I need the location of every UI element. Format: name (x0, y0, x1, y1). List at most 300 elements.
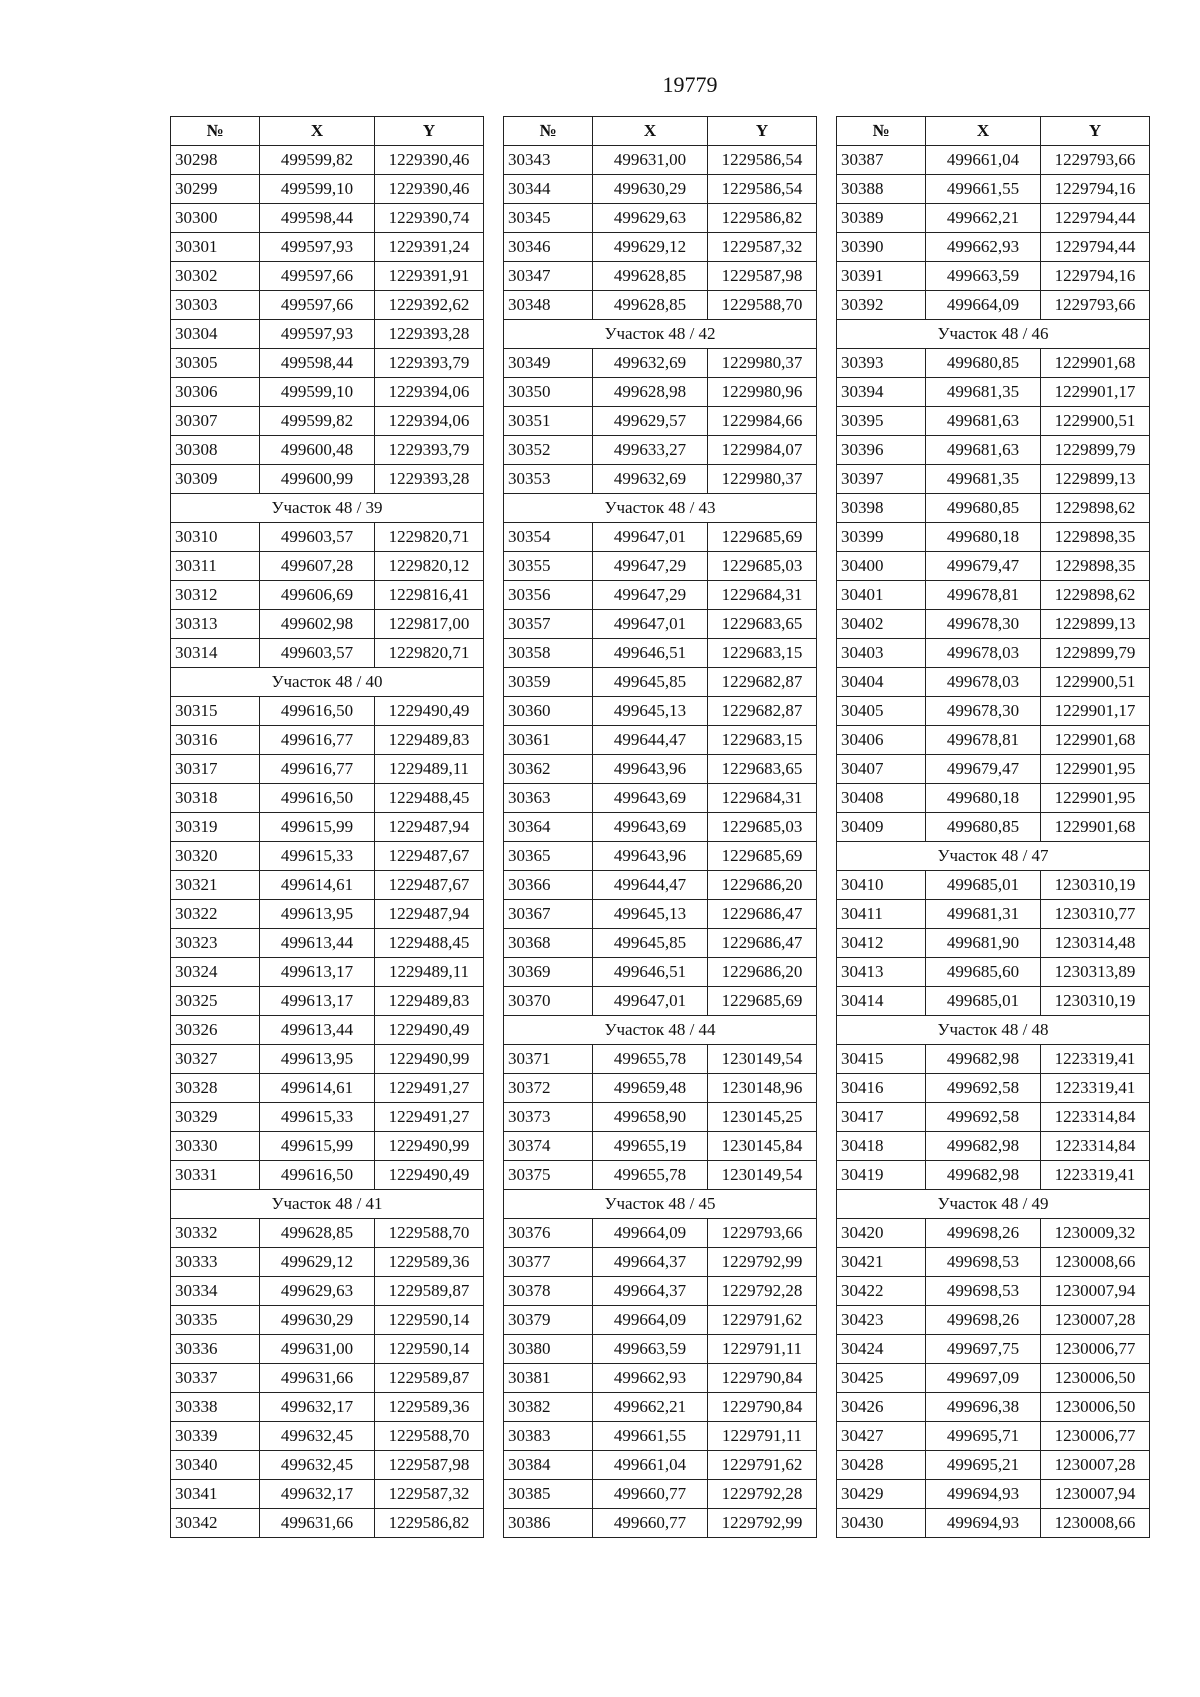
table-row (171, 958, 484, 987)
y-coordinate-cell: 1229791,62 (708, 1451, 817, 1480)
x-coordinate-cell: 499647,01 (593, 610, 708, 639)
table-row (837, 813, 1150, 842)
y-coordinate-cell: 1229490,49 (375, 1161, 484, 1190)
point-number-cell: 30327 (171, 1045, 260, 1074)
y-coordinate-cell: 1230310,19 (1041, 871, 1150, 900)
point-number-cell: 30356 (504, 581, 593, 610)
table-row (837, 929, 1150, 958)
x-coordinate-cell: 499632,45 (260, 1451, 375, 1480)
table-row (837, 378, 1150, 407)
point-number-cell: 30400 (837, 552, 926, 581)
x-coordinate-cell: 499616,77 (260, 755, 375, 784)
point-number-cell: 30365 (504, 842, 593, 871)
point-number-cell: 30340 (171, 1451, 260, 1480)
table-row (837, 581, 1150, 610)
x-coordinate-cell: 499613,17 (260, 987, 375, 1016)
section-row (837, 1190, 1150, 1219)
section-row (171, 494, 484, 523)
point-number-cell: 30415 (837, 1045, 926, 1074)
section-title: Участок 48 / 45 (504, 1190, 817, 1219)
table-row (171, 1509, 484, 1538)
point-number-cell: 30333 (171, 1248, 260, 1277)
point-number-cell: 30418 (837, 1132, 926, 1161)
x-coordinate-cell: 499598,44 (260, 349, 375, 378)
x-coordinate-cell: 499613,44 (260, 1016, 375, 1045)
y-coordinate-cell: 1229393,79 (375, 436, 484, 465)
table-row (171, 349, 484, 378)
table-row (837, 233, 1150, 262)
point-number-cell: 30323 (171, 929, 260, 958)
y-coordinate-cell: 1229898,62 (1041, 494, 1150, 523)
section-title: Участок 48 / 39 (171, 494, 484, 523)
x-coordinate-cell: 499616,50 (260, 784, 375, 813)
y-coordinate-cell: 1229490,49 (375, 1016, 484, 1045)
y-coordinate-cell: 1229791,11 (708, 1335, 817, 1364)
table-row (504, 407, 817, 436)
y-coordinate-cell: 1229899,79 (1041, 436, 1150, 465)
y-coordinate-cell: 1229586,54 (708, 175, 817, 204)
y-coordinate-cell: 1229791,11 (708, 1422, 817, 1451)
point-number-cell: 30417 (837, 1103, 926, 1132)
y-coordinate-cell: 1229686,20 (708, 871, 817, 900)
table-row (837, 1045, 1150, 1074)
x-coordinate-cell: 499644,47 (593, 871, 708, 900)
x-coordinate-cell: 499655,78 (593, 1161, 708, 1190)
x-coordinate-cell: 499613,95 (260, 900, 375, 929)
x-coordinate-cell: 499658,90 (593, 1103, 708, 1132)
y-coordinate-cell: 1229391,91 (375, 262, 484, 291)
x-coordinate-cell: 499662,93 (593, 1364, 708, 1393)
y-coordinate-cell: 1230310,19 (1041, 987, 1150, 1016)
point-number-cell: 30420 (837, 1219, 926, 1248)
y-coordinate-cell: 1229487,94 (375, 813, 484, 842)
x-coordinate-cell: 499681,35 (926, 378, 1041, 407)
point-number-cell: 30378 (504, 1277, 593, 1306)
table-row (504, 378, 817, 407)
point-number-cell: 30311 (171, 552, 260, 581)
y-coordinate-cell: 1229793,66 (708, 1219, 817, 1248)
table-row (171, 726, 484, 755)
point-number-cell: 30409 (837, 813, 926, 842)
x-coordinate-cell: 499682,98 (926, 1161, 1041, 1190)
point-number-cell: 30305 (171, 349, 260, 378)
y-coordinate-cell: 1230007,28 (1041, 1451, 1150, 1480)
y-coordinate-cell: 1230008,66 (1041, 1509, 1150, 1538)
table-row (504, 262, 817, 291)
y-coordinate-cell: 1230006,50 (1041, 1364, 1150, 1393)
point-number-cell: 30406 (837, 726, 926, 755)
y-coordinate-cell: 1229590,14 (375, 1335, 484, 1364)
table-row (504, 1248, 817, 1277)
x-coordinate-cell: 499631,00 (260, 1335, 375, 1364)
y-coordinate-cell: 1229394,06 (375, 407, 484, 436)
point-number-cell: 30427 (837, 1422, 926, 1451)
y-coordinate-cell: 1223314,84 (1041, 1132, 1150, 1161)
y-coordinate-cell: 1229901,68 (1041, 813, 1150, 842)
y-coordinate-cell: 1229589,36 (375, 1393, 484, 1422)
point-number-cell: 30368 (504, 929, 593, 958)
x-coordinate-cell: 499661,55 (593, 1422, 708, 1451)
table-row (837, 1306, 1150, 1335)
point-number-cell: 30428 (837, 1451, 926, 1480)
point-number-cell: 30370 (504, 987, 593, 1016)
table-row (837, 1277, 1150, 1306)
x-coordinate-cell: 499681,63 (926, 407, 1041, 436)
table-row (837, 523, 1150, 552)
y-coordinate-cell: 1229901,68 (1041, 726, 1150, 755)
y-coordinate-cell: 1229901,68 (1041, 349, 1150, 378)
coordinate-table-3 (836, 116, 1150, 1538)
y-coordinate-cell: 1229980,96 (708, 378, 817, 407)
y-coordinate-cell: 1229589,87 (375, 1364, 484, 1393)
point-number-cell: 30344 (504, 175, 593, 204)
y-coordinate-cell: 1230145,84 (708, 1132, 817, 1161)
x-coordinate-cell: 499661,04 (593, 1451, 708, 1480)
point-number-cell: 30396 (837, 436, 926, 465)
point-number-cell: 30350 (504, 378, 593, 407)
y-coordinate-cell: 1229588,70 (375, 1422, 484, 1451)
x-coordinate-cell: 499630,29 (260, 1306, 375, 1335)
y-coordinate-cell: 1230313,89 (1041, 958, 1150, 987)
point-number-cell: 30388 (837, 175, 926, 204)
point-number-cell: 30303 (171, 291, 260, 320)
x-coordinate-cell: 499664,09 (926, 291, 1041, 320)
section-title: Участок 48 / 46 (837, 320, 1150, 349)
point-number-cell: 30307 (171, 407, 260, 436)
y-coordinate-cell: 1229487,94 (375, 900, 484, 929)
point-number-cell: 30398 (837, 494, 926, 523)
x-coordinate-cell: 499631,00 (593, 146, 708, 175)
point-number-cell: 30299 (171, 175, 260, 204)
table-row (504, 697, 817, 726)
point-number-cell: 30320 (171, 842, 260, 871)
x-coordinate-cell: 499661,55 (926, 175, 1041, 204)
x-coordinate-cell: 499680,85 (926, 813, 1041, 842)
table-row (837, 407, 1150, 436)
point-number-cell: 30430 (837, 1509, 926, 1538)
x-coordinate-cell: 499631,66 (260, 1509, 375, 1538)
x-coordinate-cell: 499629,57 (593, 407, 708, 436)
y-coordinate-cell: 1223319,41 (1041, 1074, 1150, 1103)
y-coordinate-cell: 1229685,69 (708, 523, 817, 552)
x-coordinate-cell: 499646,51 (593, 639, 708, 668)
y-coordinate-cell: 1229393,28 (375, 465, 484, 494)
point-number-cell: 30366 (504, 871, 593, 900)
x-coordinate-cell: 499681,35 (926, 465, 1041, 494)
y-coordinate-cell: 1229589,87 (375, 1277, 484, 1306)
point-number-cell: 30337 (171, 1364, 260, 1393)
point-number-cell: 30317 (171, 755, 260, 784)
y-coordinate-cell: 1229980,37 (708, 465, 817, 494)
point-number-cell: 30362 (504, 755, 593, 784)
y-coordinate-cell: 1229487,67 (375, 871, 484, 900)
x-coordinate-cell: 499597,93 (260, 233, 375, 262)
x-coordinate-cell: 499680,18 (926, 784, 1041, 813)
point-number-cell: 30301 (171, 233, 260, 262)
table-row (171, 1393, 484, 1422)
section-title: Участок 48 / 48 (837, 1016, 1150, 1045)
point-number-cell: 30322 (171, 900, 260, 929)
y-coordinate-cell: 1229820,71 (375, 523, 484, 552)
table-header-row (504, 117, 817, 146)
point-number-cell: 30376 (504, 1219, 593, 1248)
y-coordinate-cell: 1229490,99 (375, 1132, 484, 1161)
x-coordinate-cell: 499660,77 (593, 1480, 708, 1509)
y-coordinate-cell: 1229684,31 (708, 581, 817, 610)
x-coordinate-cell: 499645,13 (593, 900, 708, 929)
x-coordinate-cell: 499647,01 (593, 987, 708, 1016)
table-row (171, 1045, 484, 1074)
point-number-cell: 30312 (171, 581, 260, 610)
column-header-y: Y (375, 117, 484, 146)
x-coordinate-cell: 499597,66 (260, 291, 375, 320)
table-row (837, 900, 1150, 929)
table-row (837, 1103, 1150, 1132)
point-number-cell: 30321 (171, 871, 260, 900)
y-coordinate-cell: 1229901,17 (1041, 378, 1150, 407)
x-coordinate-cell: 499682,98 (926, 1045, 1041, 1074)
point-number-cell: 30331 (171, 1161, 260, 1190)
section-title: Участок 48 / 40 (171, 668, 484, 697)
point-number-cell: 30319 (171, 813, 260, 842)
y-coordinate-cell: 1230009,32 (1041, 1219, 1150, 1248)
column-header-x: X (926, 117, 1041, 146)
table-row (504, 668, 817, 697)
table-row (504, 146, 817, 175)
table-row (171, 407, 484, 436)
table-row (837, 262, 1150, 291)
y-coordinate-cell: 1229685,69 (708, 842, 817, 871)
point-number-cell: 30302 (171, 262, 260, 291)
table-row (171, 1161, 484, 1190)
column-header-number: № (171, 117, 260, 146)
point-number-cell: 30345 (504, 204, 593, 233)
point-number-cell: 30414 (837, 987, 926, 1016)
table-row (171, 755, 484, 784)
y-coordinate-cell: 1229792,28 (708, 1480, 817, 1509)
x-coordinate-cell: 499660,77 (593, 1509, 708, 1538)
table-row (504, 1480, 817, 1509)
table-row (504, 1306, 817, 1335)
point-number-cell: 30383 (504, 1422, 593, 1451)
point-number-cell: 30343 (504, 146, 593, 175)
section-title: Участок 48 / 49 (837, 1190, 1150, 1219)
x-coordinate-cell: 499664,37 (593, 1248, 708, 1277)
x-coordinate-cell: 499697,75 (926, 1335, 1041, 1364)
table-row (504, 1132, 817, 1161)
x-coordinate-cell: 499697,09 (926, 1364, 1041, 1393)
y-coordinate-cell: 1223319,41 (1041, 1161, 1150, 1190)
point-number-cell: 30351 (504, 407, 593, 436)
y-coordinate-cell: 1229394,06 (375, 378, 484, 407)
section-title: Участок 48 / 44 (504, 1016, 817, 1045)
point-number-cell: 30341 (171, 1480, 260, 1509)
x-coordinate-cell: 499613,44 (260, 929, 375, 958)
point-number-cell: 30338 (171, 1393, 260, 1422)
x-coordinate-cell: 499645,13 (593, 697, 708, 726)
point-number-cell: 30408 (837, 784, 926, 813)
point-number-cell: 30386 (504, 1509, 593, 1538)
y-coordinate-cell: 1230007,94 (1041, 1277, 1150, 1306)
point-number-cell: 30326 (171, 1016, 260, 1045)
point-number-cell: 30397 (837, 465, 926, 494)
table-row (837, 1161, 1150, 1190)
table-row (171, 1422, 484, 1451)
y-coordinate-cell: 1229590,14 (375, 1306, 484, 1335)
y-coordinate-cell: 1229390,46 (375, 175, 484, 204)
point-number-cell: 30401 (837, 581, 926, 610)
point-number-cell: 30329 (171, 1103, 260, 1132)
point-number-cell: 30387 (837, 146, 926, 175)
x-coordinate-cell: 499600,48 (260, 436, 375, 465)
section-row (837, 320, 1150, 349)
section-row (504, 1190, 817, 1219)
point-number-cell: 30336 (171, 1335, 260, 1364)
table-row (171, 436, 484, 465)
table-row (171, 639, 484, 668)
y-coordinate-cell: 1229587,98 (708, 262, 817, 291)
point-number-cell: 30374 (504, 1132, 593, 1161)
x-coordinate-cell: 499643,96 (593, 842, 708, 871)
x-coordinate-cell: 499645,85 (593, 668, 708, 697)
x-coordinate-cell: 499607,28 (260, 552, 375, 581)
x-coordinate-cell: 499616,77 (260, 726, 375, 755)
y-coordinate-cell: 1229817,00 (375, 610, 484, 639)
table-row (837, 1074, 1150, 1103)
x-coordinate-cell: 499603,57 (260, 639, 375, 668)
x-coordinate-cell: 499698,53 (926, 1248, 1041, 1277)
point-number-cell: 30390 (837, 233, 926, 262)
x-coordinate-cell: 499598,44 (260, 204, 375, 233)
table-row (504, 1364, 817, 1393)
x-coordinate-cell: 499632,69 (593, 465, 708, 494)
y-coordinate-cell: 1223314,84 (1041, 1103, 1150, 1132)
column-header-number: № (837, 117, 926, 146)
y-coordinate-cell: 1229792,99 (708, 1248, 817, 1277)
table-row (171, 465, 484, 494)
table-row (837, 668, 1150, 697)
y-coordinate-cell: 1229790,84 (708, 1393, 817, 1422)
table-row (171, 1364, 484, 1393)
x-coordinate-cell: 499659,48 (593, 1074, 708, 1103)
table-row (504, 204, 817, 233)
point-number-cell: 30325 (171, 987, 260, 1016)
y-coordinate-cell: 1230006,50 (1041, 1393, 1150, 1422)
table-row (504, 552, 817, 581)
x-coordinate-cell: 499664,09 (593, 1219, 708, 1248)
coordinate-table-1 (170, 116, 484, 1538)
y-coordinate-cell: 1230148,96 (708, 1074, 817, 1103)
x-coordinate-cell: 499662,21 (593, 1393, 708, 1422)
y-coordinate-cell: 1229489,83 (375, 987, 484, 1016)
table-row (504, 175, 817, 204)
y-coordinate-cell: 1229686,47 (708, 900, 817, 929)
point-number-cell: 30306 (171, 378, 260, 407)
y-coordinate-cell: 1229587,98 (375, 1451, 484, 1480)
y-coordinate-cell: 1229900,51 (1041, 407, 1150, 436)
x-coordinate-cell: 499643,69 (593, 784, 708, 813)
y-coordinate-cell: 1229391,24 (375, 233, 484, 262)
point-number-cell: 30352 (504, 436, 593, 465)
point-number-cell: 30405 (837, 697, 926, 726)
y-coordinate-cell: 1229682,87 (708, 668, 817, 697)
y-coordinate-cell: 1229901,95 (1041, 755, 1150, 784)
y-coordinate-cell: 1230149,54 (708, 1045, 817, 1074)
x-coordinate-cell: 499632,69 (593, 349, 708, 378)
table-row (837, 1364, 1150, 1393)
point-number-cell: 30416 (837, 1074, 926, 1103)
table-row (171, 813, 484, 842)
section-title: Участок 48 / 43 (504, 494, 817, 523)
table-row (837, 1219, 1150, 1248)
x-coordinate-cell: 499698,53 (926, 1277, 1041, 1306)
point-number-cell: 30316 (171, 726, 260, 755)
table-row (171, 697, 484, 726)
y-coordinate-cell: 1229491,27 (375, 1074, 484, 1103)
point-number-cell: 30421 (837, 1248, 926, 1277)
y-coordinate-cell: 1229490,99 (375, 1045, 484, 1074)
point-number-cell: 30324 (171, 958, 260, 987)
x-coordinate-cell: 499663,59 (593, 1335, 708, 1364)
y-coordinate-cell: 1229794,44 (1041, 204, 1150, 233)
table-row (504, 436, 817, 465)
x-coordinate-cell: 499695,71 (926, 1422, 1041, 1451)
y-coordinate-cell: 1229491,27 (375, 1103, 484, 1132)
point-number-cell: 30382 (504, 1393, 593, 1422)
x-coordinate-cell: 499603,57 (260, 523, 375, 552)
section-row (504, 320, 817, 349)
x-coordinate-cell: 499646,51 (593, 958, 708, 987)
table-row (171, 378, 484, 407)
table-row (837, 1335, 1150, 1364)
x-coordinate-cell: 499606,69 (260, 581, 375, 610)
table-row (171, 233, 484, 262)
x-coordinate-cell: 499613,17 (260, 958, 375, 987)
table-row (504, 1422, 817, 1451)
x-coordinate-cell: 499615,99 (260, 1132, 375, 1161)
table-row (171, 1132, 484, 1161)
point-number-cell: 30330 (171, 1132, 260, 1161)
x-coordinate-cell: 499685,60 (926, 958, 1041, 987)
y-coordinate-cell: 1229820,12 (375, 552, 484, 581)
table-row (171, 204, 484, 233)
x-coordinate-cell: 499632,17 (260, 1393, 375, 1422)
table-row (504, 958, 817, 987)
table-row (171, 581, 484, 610)
x-coordinate-cell: 499614,61 (260, 1074, 375, 1103)
point-number-cell: 30385 (504, 1480, 593, 1509)
table-row (837, 146, 1150, 175)
x-coordinate-cell: 499615,33 (260, 1103, 375, 1132)
x-coordinate-cell: 499629,12 (593, 233, 708, 262)
point-number-cell: 30424 (837, 1335, 926, 1364)
y-coordinate-cell: 1230149,54 (708, 1161, 817, 1190)
point-number-cell: 30419 (837, 1161, 926, 1190)
point-number-cell: 30372 (504, 1074, 593, 1103)
table-row (837, 871, 1150, 900)
table-row (171, 900, 484, 929)
table-row (171, 1451, 484, 1480)
x-coordinate-cell: 499692,58 (926, 1074, 1041, 1103)
y-coordinate-cell: 1229488,45 (375, 929, 484, 958)
point-number-cell: 30357 (504, 610, 593, 639)
y-coordinate-cell: 1229390,46 (375, 146, 484, 175)
table-row (504, 465, 817, 494)
table-row (837, 465, 1150, 494)
section-title: Участок 48 / 47 (837, 842, 1150, 871)
coordinate-table-2 (503, 116, 817, 1538)
x-coordinate-cell: 499694,93 (926, 1480, 1041, 1509)
